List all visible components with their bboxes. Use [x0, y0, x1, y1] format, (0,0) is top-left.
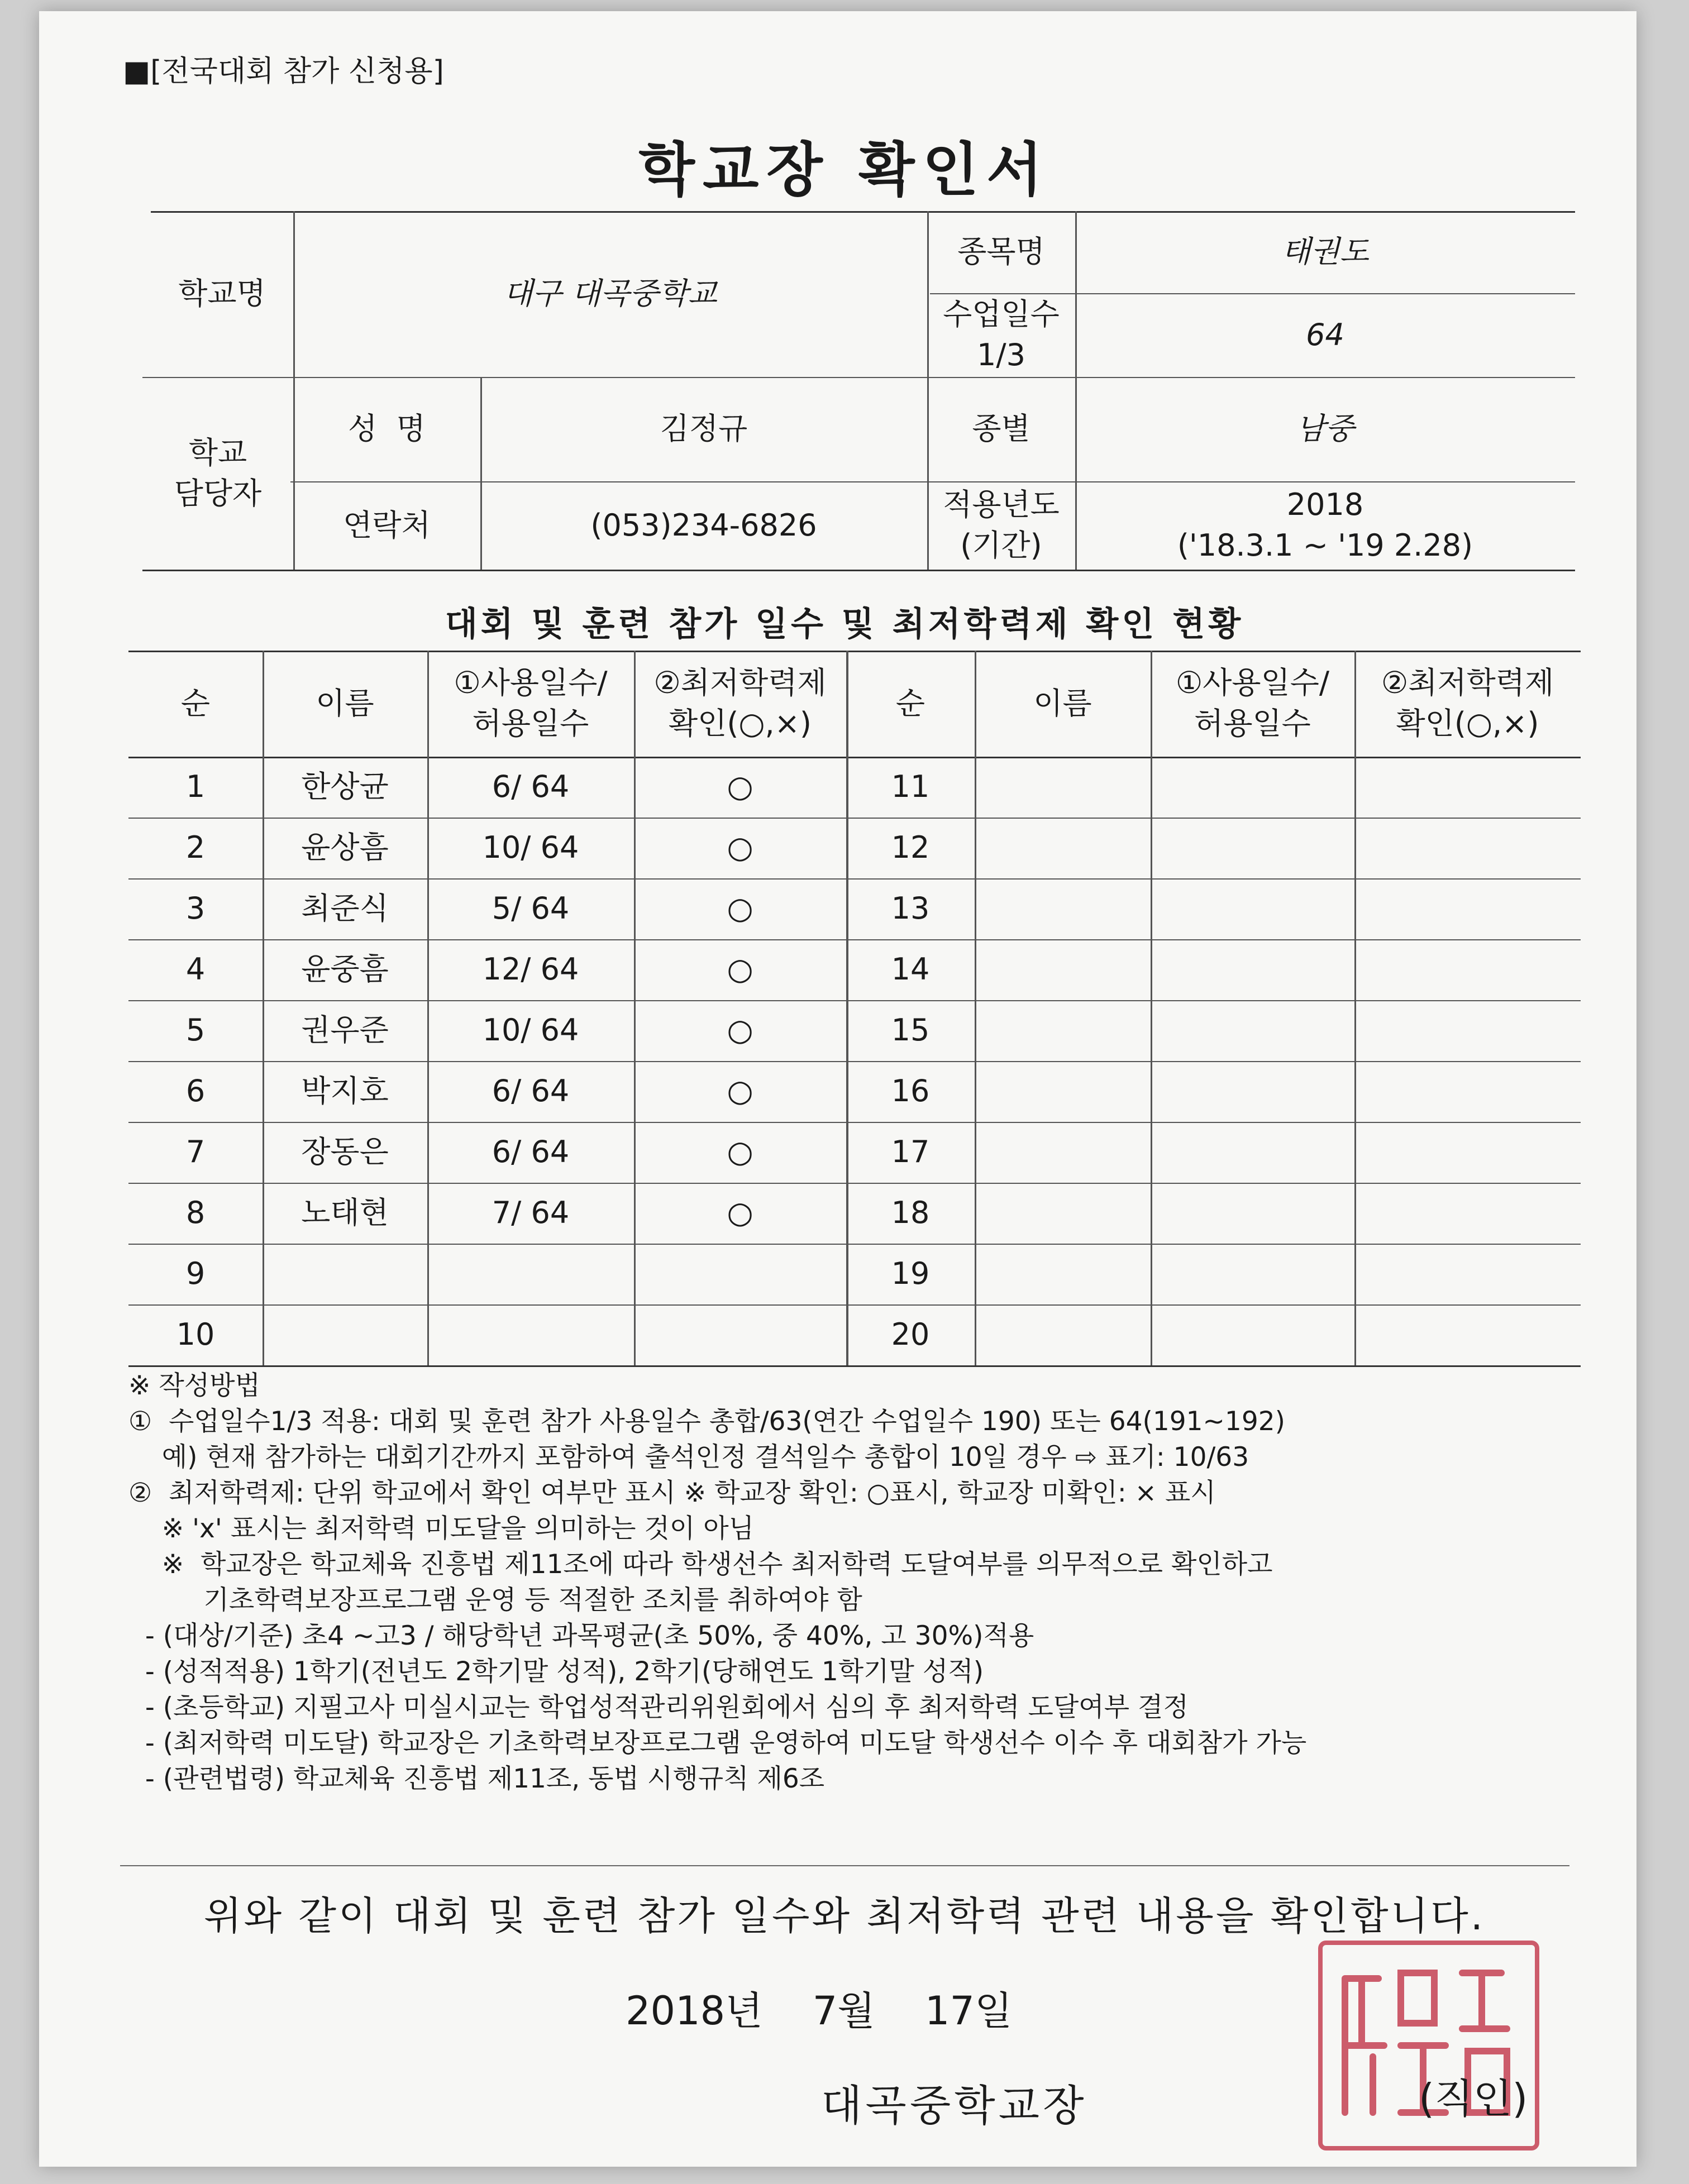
row-days: 6/ 64 — [492, 1134, 570, 1170]
row-check: ○ — [727, 1073, 753, 1109]
row-name-2 — [975, 818, 1151, 878]
row-no-2: 18 — [891, 1195, 930, 1231]
row-no-2: 14 — [891, 952, 930, 987]
issue-date: 2018년 7월 17일 — [626, 1988, 1013, 2034]
header-days: ①사용일수/ 허용일수 — [1175, 665, 1330, 741]
row-no: 5 — [185, 1012, 206, 1048]
row-no-2: 19 — [891, 1256, 930, 1292]
row-name: 권우준 — [301, 1012, 389, 1048]
row-check-2 — [1354, 939, 1581, 1000]
row-check: ○ — [727, 1134, 753, 1170]
row-days-2 — [1151, 1304, 1354, 1365]
row-name-2 — [975, 939, 1151, 1000]
row-days-2 — [1151, 1244, 1354, 1304]
row-check: ○ — [727, 891, 753, 926]
notes-heading: ※ 작성방법 — [128, 1370, 260, 1401]
row-name-2 — [975, 1183, 1151, 1244]
row-no: 10 — [176, 1317, 215, 1353]
row-name-2 — [975, 1000, 1151, 1061]
row-days-2 — [1151, 939, 1354, 1000]
row-no: 4 — [185, 952, 206, 987]
row-no: 8 — [185, 1195, 206, 1231]
row-name: 최준식 — [301, 891, 389, 926]
row-name: 노태현 — [301, 1195, 389, 1231]
school-label: 학교명 — [178, 276, 266, 312]
year-value: 2018 ('18.3.1 ~ '19 2.28) — [1177, 487, 1473, 563]
row-name — [263, 1244, 427, 1304]
row-days-2 — [1151, 757, 1354, 818]
row-check: ○ — [727, 830, 753, 866]
table-row-rule — [128, 1365, 1581, 1367]
footer-rule — [120, 1865, 1569, 1866]
row-days-2 — [1151, 1061, 1354, 1122]
row-no: 7 — [185, 1134, 206, 1170]
page-title: 학교장 확인서 — [638, 136, 1051, 204]
row-no-2: 20 — [891, 1317, 930, 1353]
note-line: - (성적적용) 1학기(전년도 2학기말 성적), 2학기(당해연도 1학기말 성적) — [128, 1656, 984, 1687]
row-name: 윤상흠 — [301, 830, 389, 866]
row-days-2 — [1151, 1122, 1354, 1183]
note-line: - (초등학교) 지필고사 미실시교는 학업성적관리위원회에서 심의 후 최저학력 도달여부 결정 — [128, 1692, 1189, 1723]
row-days-2 — [1151, 1183, 1354, 1244]
row-days: 10/ 64 — [482, 1012, 579, 1048]
section-title: 대회 및 훈련 참가 일수 및 최저학력제 확인 현황 — [445, 605, 1244, 644]
note-line: - (관련법령) 학교체육 진흥법 제11조, 동법 시행규칙 제6조 — [128, 1764, 825, 1794]
note-line: ① 수업일수1/3 적용: 대회 및 훈련 참가 사용일수 총합/63(연간 수업일수 190) 또는 64(191~192) — [128, 1406, 1285, 1437]
row-name-2 — [975, 1304, 1151, 1365]
row-no: 2 — [185, 830, 206, 866]
row-check-2 — [1354, 757, 1581, 818]
sport-label: 종목명 — [957, 234, 1045, 270]
row-no-2: 16 — [891, 1073, 930, 1109]
row-name-2 — [975, 1122, 1151, 1183]
note-line: ② 최저학력제: 단위 학교에서 확인 여부만 표시 ※ 학교장 확인: ○표시, 학교장 미확인: × 표시 — [128, 1478, 1216, 1508]
row-check-2 — [1354, 1122, 1581, 1183]
row-check — [634, 1244, 846, 1304]
row-days: 12/ 64 — [482, 952, 579, 987]
form-tag: ■[전국대회 참가 신청용] — [123, 55, 444, 88]
school-value: 대구 대곡중학교 — [503, 276, 717, 312]
name-label: 성 명 — [348, 411, 426, 447]
row-name: 한상균 — [301, 769, 389, 805]
year-label: 적용년도 (기간) — [943, 487, 1060, 563]
name-value: 김정규 — [660, 411, 748, 447]
row-days: 7/ 64 — [492, 1195, 570, 1231]
row-check-2 — [1354, 1183, 1581, 1244]
row-no: 9 — [185, 1256, 206, 1292]
header-check: ②최저학력제 확인(○,×) — [653, 665, 827, 741]
header-name: 이름 — [1033, 685, 1092, 721]
confirmation-statement: 위와 같이 대회 및 훈련 참가 일수와 최저학력 관련 내용을 확인합니다. — [203, 1893, 1486, 1939]
row-check-2 — [1354, 1061, 1581, 1122]
header-no: 순 — [895, 685, 925, 721]
row-no-2: 15 — [891, 1012, 930, 1048]
row-no: 1 — [185, 769, 206, 805]
row-days-2 — [1151, 818, 1354, 878]
row-check-2 — [1354, 818, 1581, 878]
note-line: - (대상/기준) 초4 ~고3 / 해당학년 과목평균(초 50%, 중 40%, 고 30%)적용 — [128, 1621, 1034, 1651]
manager-label: 학교 담당자 — [174, 434, 262, 511]
row-no: 3 — [185, 891, 206, 926]
seal-note: (직인) — [1419, 2075, 1528, 2122]
row-check-2 — [1354, 1244, 1581, 1304]
note-line: 예) 현재 참가하는 대회기간까지 포함하여 출석인정 결석일수 총합이 10일 경우 ⇨ 표기: 10/63 — [128, 1442, 1249, 1473]
row-check: ○ — [727, 769, 753, 805]
row-days: 6/ 64 — [492, 1073, 570, 1109]
row-check: ○ — [727, 1195, 753, 1231]
row-days-2 — [1151, 878, 1354, 939]
row-no-2: 11 — [891, 769, 930, 805]
notes-list — [128, 1404, 1306, 1797]
notes — [128, 1368, 1306, 1797]
sport-value: 태권도 — [1281, 234, 1369, 270]
row-name-2 — [975, 878, 1151, 939]
note-line: ※ 학교장은 학교체육 진흥법 제11조에 따라 학생선수 최저학력 도달여부를 의무적으로 확인하고 — [128, 1549, 1273, 1580]
header-check: ②최저학력제 확인(○,×) — [1381, 665, 1554, 741]
header-days: ①사용일수/ 허용일수 — [454, 665, 608, 741]
row-name-2 — [975, 1061, 1151, 1122]
row-check-2 — [1354, 878, 1581, 939]
classdays-label: 수업일수 1/3 — [943, 297, 1060, 372]
category-label: 종별 — [972, 411, 1030, 447]
category-value: 남중 — [1296, 411, 1354, 447]
row-name: 박지호 — [301, 1073, 389, 1109]
contact-label: 연락처 — [343, 507, 431, 543]
row-check-2 — [1354, 1000, 1581, 1061]
row-check: ○ — [727, 1012, 753, 1048]
row-check: ○ — [727, 952, 753, 987]
row-name — [263, 1304, 427, 1365]
row-check-2 — [1354, 1304, 1581, 1365]
row-name-2 — [975, 1244, 1151, 1304]
note-line: 기초학력보장프로그램 운영 등 적절한 조치를 취하여야 함 — [128, 1585, 862, 1616]
row-no-2: 12 — [891, 830, 930, 866]
row-name: 장동은 — [301, 1134, 389, 1170]
row-no-2: 13 — [891, 891, 930, 926]
note-line: - (최저학력 미도달) 학교장은 기초학력보장프로그램 운영하여 미도달 학생선수 이수 후 대회참가 가능 — [128, 1728, 1307, 1758]
classdays-value: 64 — [1306, 317, 1344, 352]
contact-value: (053)234-6826 — [590, 507, 817, 543]
row-days: 10/ 64 — [482, 830, 579, 866]
row-days-2 — [1151, 1000, 1354, 1061]
row-name-2 — [975, 757, 1151, 818]
row-days — [427, 1304, 634, 1365]
note-line: ※ 'x' 표시는 최저학력 미도달을 의미하는 것이 아님 — [128, 1513, 755, 1544]
row-days — [427, 1244, 634, 1304]
row-name: 윤중흠 — [301, 952, 389, 987]
header-name: 이름 — [316, 685, 374, 721]
row-check — [634, 1304, 846, 1365]
row-days: 6/ 64 — [492, 769, 570, 805]
row-no: 6 — [185, 1073, 206, 1109]
header-no: 순 — [180, 685, 211, 721]
row-days: 5/ 64 — [492, 891, 570, 926]
row-no-2: 17 — [891, 1134, 930, 1170]
signer-title: 대곡중학교장 — [821, 2081, 1087, 2130]
